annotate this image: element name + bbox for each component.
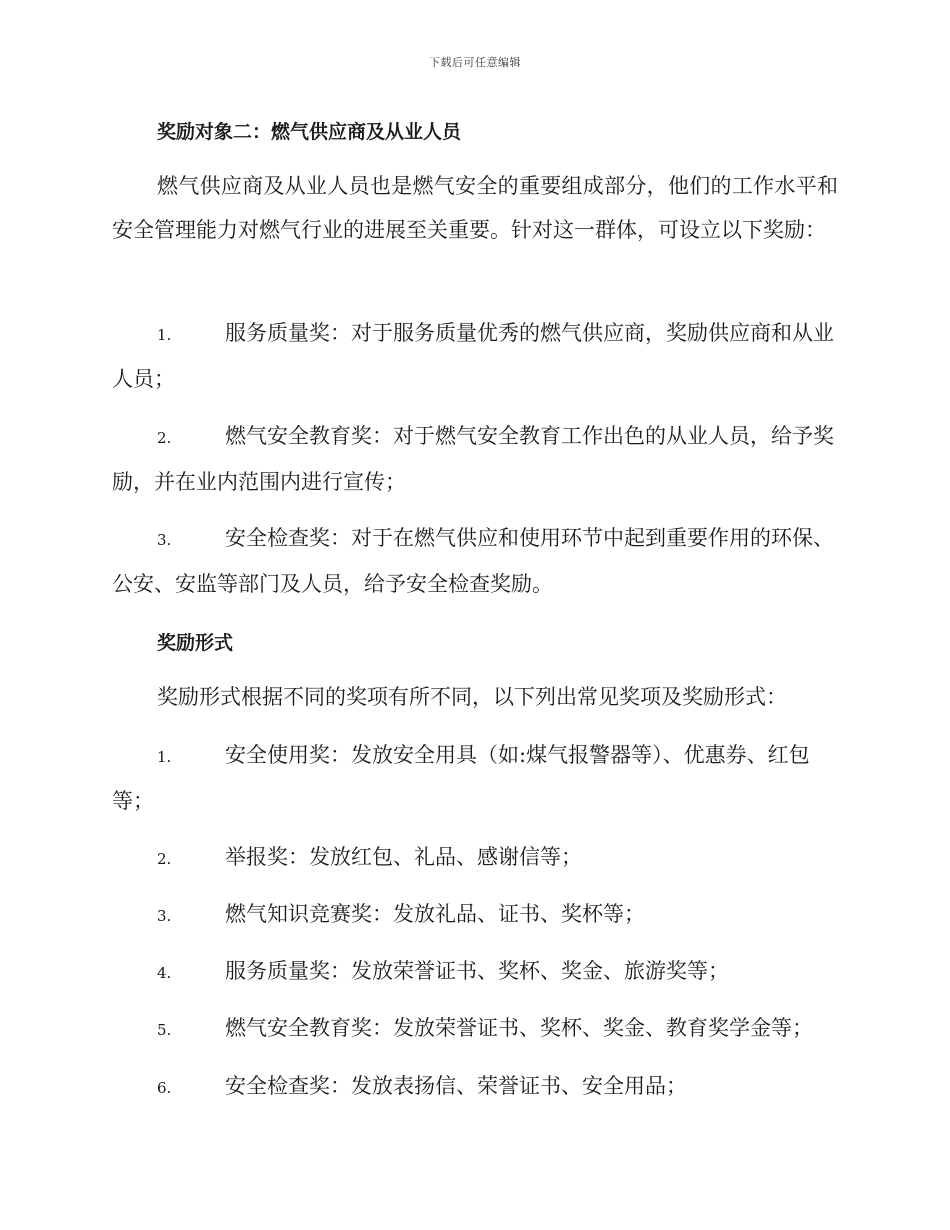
- section2-item-5: [112, 1006, 838, 1052]
- section2-item-4: [112, 949, 838, 995]
- item-text: 燃气安全教育奖：对于燃气安全教育工作出色的从业人员，给予奖励，并在业内范围内进行宣传；: [112, 424, 834, 494]
- section2-item-1: [112, 733, 838, 823]
- item-number: 1.: [157, 748, 172, 766]
- section2-item-2: [112, 835, 838, 881]
- item-number: 3.: [157, 907, 172, 925]
- section2-item-3: [112, 892, 838, 938]
- section2-item-6: [112, 1064, 838, 1110]
- section1-item-3: [112, 516, 838, 606]
- item-number: 2.: [157, 429, 172, 447]
- item-number: 5.: [157, 1021, 172, 1039]
- section1-intro: 燃气供应商及从业人员也是燃气安全的重要组成部分，他们的工作水平和安全管理能力对燃气行业的进展至关重要。针对这一群体，可设立以下奖励：: [112, 174, 838, 242]
- section1-item-1: [112, 311, 838, 401]
- item-text: 服务质量奖：发放荣誉证书、奖杯、奖金、旅游奖等；: [225, 959, 729, 983]
- item-text: 燃气安全教育奖：发放荣誉证书、奖杯、奖金、教育奖学金等；: [225, 1016, 813, 1040]
- section2-heading: 奖励形式: [157, 632, 234, 654]
- item-text: 安全使用奖：发放安全用具（如:煤气报警器等）、优惠券、红包等；: [112, 743, 810, 813]
- item-text: 举报奖：发放红包、礼品、感谢信等；: [225, 845, 582, 869]
- page-header: 下载后可任意编辑: [429, 56, 521, 69]
- item-text: 安全检查奖：发放表扬信、荣誉证书、安全用品；: [225, 1074, 687, 1098]
- section1-item-2: [112, 414, 838, 504]
- item-number: 3.: [157, 531, 172, 549]
- item-number: 2.: [157, 850, 172, 868]
- item-text: 服务质量奖：对于服务质量优秀的燃气供应商，奖励供应商和从业人员；: [112, 321, 834, 391]
- section1-heading: 奖励对象二：燃气供应商及从业人员: [157, 121, 462, 143]
- item-number: 6.: [157, 1079, 172, 1097]
- item-number: 1.: [157, 326, 172, 344]
- item-number: 4.: [157, 964, 172, 982]
- item-text: 燃气知识竞赛奖：发放礼品、证书、奖杯等；: [225, 902, 645, 926]
- section2-intro: 奖励形式根据不同的奖项有所不同，以下列出常见奖项及奖励形式：: [157, 685, 787, 709]
- item-text: 安全检查奖：对于在燃气供应和使用环节中起到重要作用的环保、公安、安监等部门及人员，给予安全检查奖励。: [112, 526, 834, 596]
